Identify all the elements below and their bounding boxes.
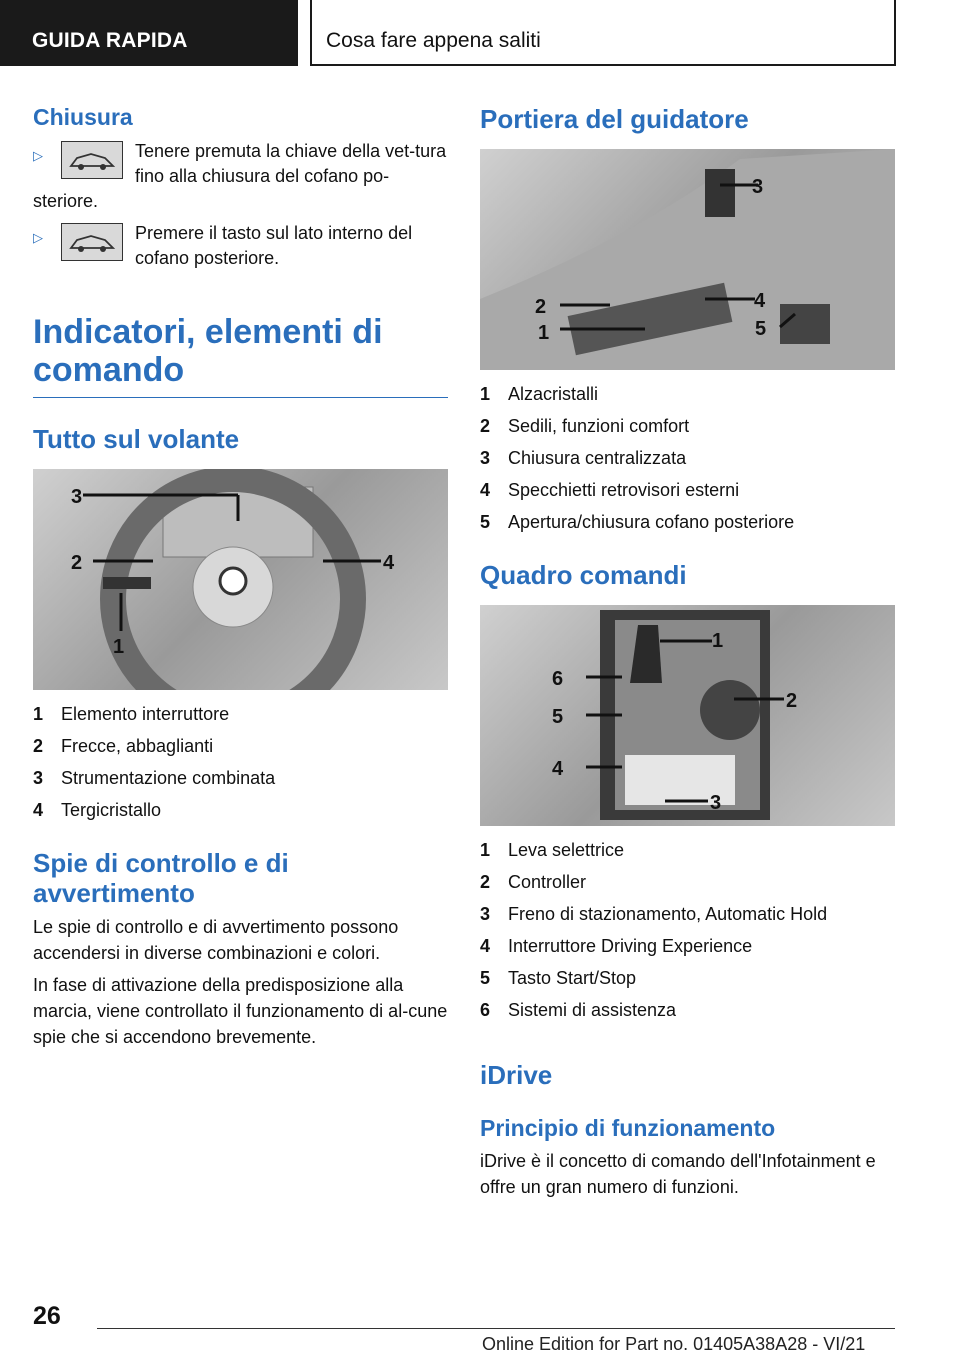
car-tailgate-icon xyxy=(61,223,123,261)
callout-number: 4 xyxy=(754,290,766,312)
list-item: 3 Chiusura centralizzata xyxy=(480,448,687,468)
bullet-text: Premere il tasto sul lato interno del cofano posteriore. xyxy=(135,223,413,268)
callout-number: 2 xyxy=(71,552,83,574)
spie-paragraph: Le spie di controllo e di avvertimento possono accendersi in diverse combinazioni e colori. xyxy=(33,917,399,963)
list-item: 2 Sedili, funzioni comfort xyxy=(480,416,690,436)
list-item: 1 Elemento interruttore xyxy=(33,704,230,724)
principio-title: Principio di funzionamento xyxy=(480,1115,776,1141)
list-item: 2 Controller xyxy=(480,872,587,892)
callout-number: 2 xyxy=(535,296,547,318)
spie-title: Spie di controllo e di avvertimento xyxy=(33,848,289,908)
callout-number: 3 xyxy=(752,176,764,198)
callout-number: 4 xyxy=(383,552,395,574)
left-column xyxy=(33,90,448,1056)
list-item: 4 Tergicristallo xyxy=(33,800,162,820)
volante-list xyxy=(33,698,448,826)
triangle-bullet-icon: ▷ xyxy=(33,230,43,245)
list-item: 1 Leva selettrice xyxy=(480,840,625,860)
list-item: 4 Interruttore Driving Experience xyxy=(480,936,753,956)
quadro-list xyxy=(480,834,895,1026)
list-item: 3 Strumentazione combinata xyxy=(33,768,276,788)
list-item: 5 Tasto Start/Stop xyxy=(480,968,637,988)
chapter-label: Cosa fare appena saliti xyxy=(310,0,896,66)
footer-divider xyxy=(97,1328,895,1329)
list-item: 1 Alzacristalli xyxy=(480,384,599,404)
chiusura-title: Chiusura xyxy=(33,104,133,130)
callout-number: 6 xyxy=(552,668,564,690)
page-header xyxy=(0,0,960,66)
volante-title: Tutto sul volante xyxy=(33,424,240,454)
steering-wheel-photo xyxy=(33,469,448,690)
page-number: 26 xyxy=(33,1302,61,1330)
bullet-text: Tenere premuta la chiave della vet-tura fino alla chiusura del cofano po-steriore. xyxy=(33,141,447,211)
callout-number: 5 xyxy=(552,706,564,728)
list-item: 4 Specchietti retrovisori esterni xyxy=(480,480,740,500)
car-key-icon xyxy=(61,141,123,179)
callout-number: 2 xyxy=(786,690,798,712)
portiera-title: Portiera del guidatore xyxy=(480,104,749,134)
driver-door-photo xyxy=(480,149,895,370)
list-item: 5 Apertura/chiusura cofano posteriore xyxy=(480,512,795,532)
list-item: 3 Freno di stazionamento, Automatic Hold xyxy=(480,904,828,924)
list-item: 6 Sistemi di assistenza xyxy=(480,1000,677,1020)
right-column xyxy=(480,90,895,1206)
section-label: GUIDA RAPIDA xyxy=(0,0,298,66)
portiera-list xyxy=(480,378,895,538)
callout-number: 1 xyxy=(113,636,125,658)
callout-number: 3 xyxy=(71,486,83,508)
spie-paragraph: In fase di attivazione della predisposizione alla marcia, viene controllato il funzionamento di al-cune spie che si accendono brevemente. xyxy=(33,975,448,1047)
callout-number: 3 xyxy=(710,792,722,814)
bullet-item xyxy=(33,139,448,209)
list-item: 2 Frecce, abbaglianti xyxy=(33,736,214,756)
triangle-bullet-icon: ▷ xyxy=(33,148,43,163)
callout-number: 5 xyxy=(755,318,767,340)
center-console-photo xyxy=(480,605,895,826)
callout-number: 4 xyxy=(552,758,564,780)
main-section-title: Indicatori, elementi di comando xyxy=(33,313,448,398)
edition-note: Online Edition for Part no. 01405A38A28 - VI/21 xyxy=(482,1334,866,1354)
bullet-item xyxy=(33,221,448,275)
idrive-title: iDrive xyxy=(480,1060,553,1090)
quadro-title: Quadro comandi xyxy=(480,560,687,590)
principio-paragraph: iDrive è il concetto di comando dell'Infotainment e offre un gran numero di funzioni. xyxy=(480,1151,876,1197)
callout-number: 1 xyxy=(538,322,550,344)
callout-number: 1 xyxy=(712,630,724,652)
